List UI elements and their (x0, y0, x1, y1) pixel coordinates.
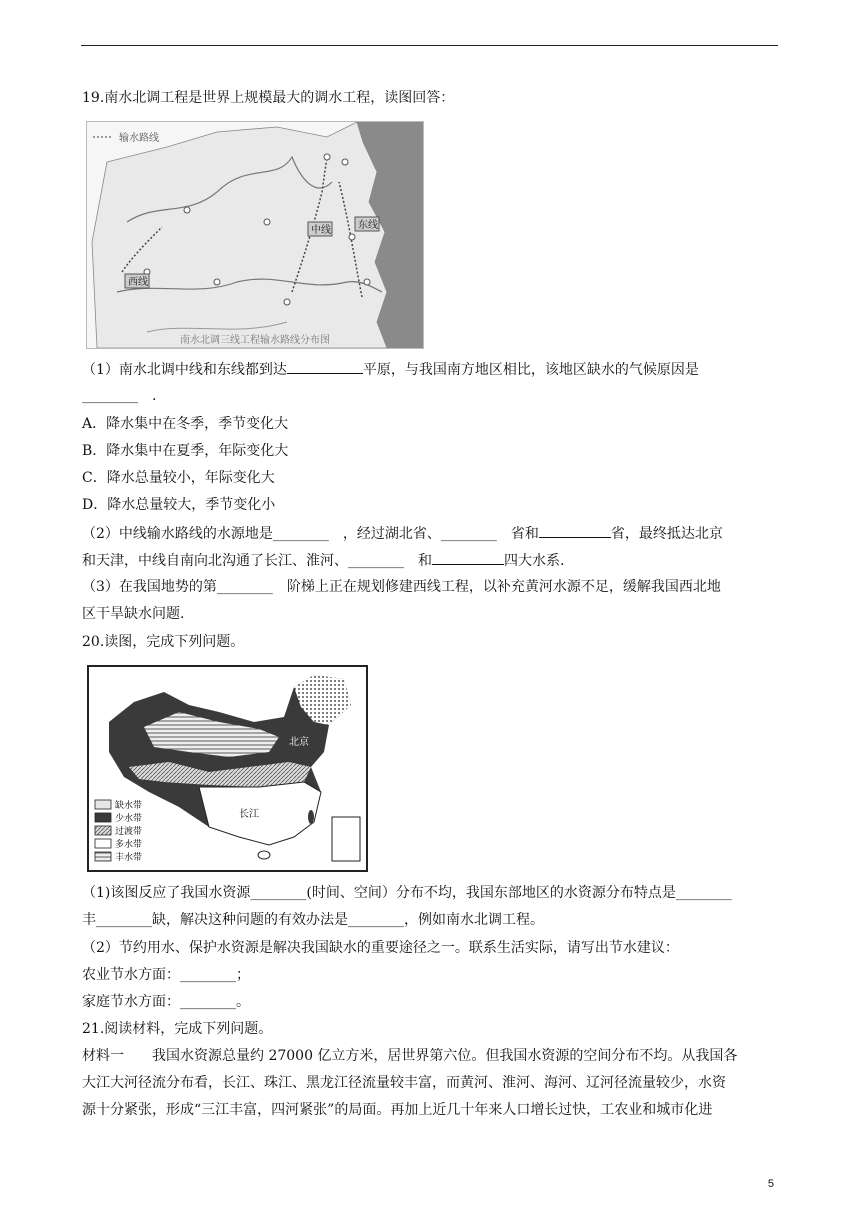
text-line-q19-2b (82, 550, 564, 571)
text-line-q20-2 (82, 938, 679, 958)
text-segment: 材料一 我国水资源总量约 27000 亿立方米，居世界第六位。但我国水资源的空间分布不均。从我国各 (82, 1048, 738, 1064)
header-rule (81, 45, 778, 46)
text-line-q21-m1 (82, 1046, 737, 1066)
text-segment: C．降水总量较小，年际变化大 (82, 470, 275, 486)
text-segment: 19.南水北调工程是世界上规模最大的调水工程，读图回答： (82, 90, 455, 106)
legend-item: 丰水带 (115, 853, 143, 863)
text-line-optB (82, 441, 288, 461)
text-line-optD (82, 495, 275, 515)
label-changjiang: 长江 (239, 809, 259, 820)
legend-item: 多水带 (115, 840, 143, 850)
text-line-q20-1 (82, 883, 732, 903)
text-segment: 区干旱缺水问题. (82, 606, 185, 622)
text-segment: （2）节约用水、保护水资源是解决我国缺水的重要途径之一。联系生活实际，请写出节水建议： (82, 940, 679, 956)
text-line-q19-1 (82, 359, 699, 380)
text-line-q20-1b (82, 910, 544, 930)
text-segment: 丰________缺，解决这种问题的有效办法是________，例如南水北调工程。 (82, 912, 544, 928)
text-line-q21 (82, 1019, 272, 1039)
text-segment: 四大水系. (504, 553, 565, 569)
text-line-q20-2a (82, 965, 250, 985)
text-segment: 20.读图，完成下列问题。 (82, 634, 245, 650)
answer-blank[interactable] (432, 550, 504, 565)
label-beijing: 北京 (289, 737, 309, 748)
legend-item: 缺水带 (115, 801, 143, 811)
text-segment: （2）中线输水路线的水源地是________ ，经过湖北省、________ 省和 (82, 526, 539, 542)
text-line-q19-2 (82, 523, 723, 544)
water-distribution-map (87, 665, 368, 872)
text-segment: 农业节水方面：________； (82, 967, 250, 983)
map2-legend (95, 799, 142, 863)
text-line-q19-3 (82, 577, 721, 597)
route-label-middle: 中线 (311, 225, 331, 236)
text-segment: （1)该图反应了我国水资源________(时间、空间）分布不均，我国东部地区的水资源分布特点是________ (82, 885, 732, 901)
text-line-q21-m1b (82, 1073, 726, 1093)
text-line-optC (82, 468, 275, 488)
map1-caption: 南水北调三线工程输水路线分布图 (180, 335, 330, 346)
text-segment: （3）在我国地势的第________ 阶梯上正在规划修建西线工程，以补充黄河水源不足，缓解我国西北地 (82, 579, 721, 595)
text-line-optA (82, 414, 288, 434)
text-segment: 源十分紧张，形成“三江丰富，四河紧张”的局面。再加上近几十年来人口增长过快，工农业和城市化进 (82, 1102, 713, 1118)
text-line-q19-3b (82, 604, 184, 624)
text-segment: D．降水总量较大，季节变化小 (82, 497, 276, 513)
route-label-east: 东线 (358, 220, 378, 231)
text-line-q20-2b (82, 992, 250, 1012)
text-line-q20 (82, 632, 244, 652)
water-diversion-map (86, 121, 424, 349)
text-segment: B．降水集中在夏季，年际变化大 (82, 443, 289, 459)
answer-blank[interactable] (539, 523, 611, 538)
text-segment: A．降水集中在冬季，季节变化大 (82, 416, 289, 432)
text-segment: 家庭节水方面：________。 (82, 994, 250, 1010)
text-line-q19-1b (82, 386, 156, 406)
map1-legend: 输水路线 (119, 133, 159, 144)
text-segment: 大江大河径流分布看，长江、珠江、黑龙江径流量较丰富，而黄河、淮河、海河、辽河径流量较少，水资 (82, 1075, 726, 1091)
text-segment: 平原，与我国南方地区相比，该地区缺水的气候原因是 (362, 362, 699, 378)
text-segment: 21.阅读材料，完成下列问题。 (82, 1021, 273, 1037)
route-label-west: 西线 (128, 277, 148, 288)
text-line-q21-m1c (82, 1100, 712, 1120)
text-segment: （1）南水北调中线和东线都到达 (82, 362, 287, 378)
text-segment: 和天津，中线自南向北沟通了长江、淮河、________ 和 (82, 553, 432, 569)
legend-item: 少水带 (115, 814, 143, 824)
text-segment: ________ . (82, 388, 157, 404)
page-number: 5 (767, 1178, 774, 1190)
text-segment: 省，最终抵达北京 (610, 526, 723, 542)
answer-blank[interactable] (287, 359, 363, 374)
legend-item: 过渡带 (115, 827, 143, 837)
text-line-q19 (82, 88, 454, 108)
